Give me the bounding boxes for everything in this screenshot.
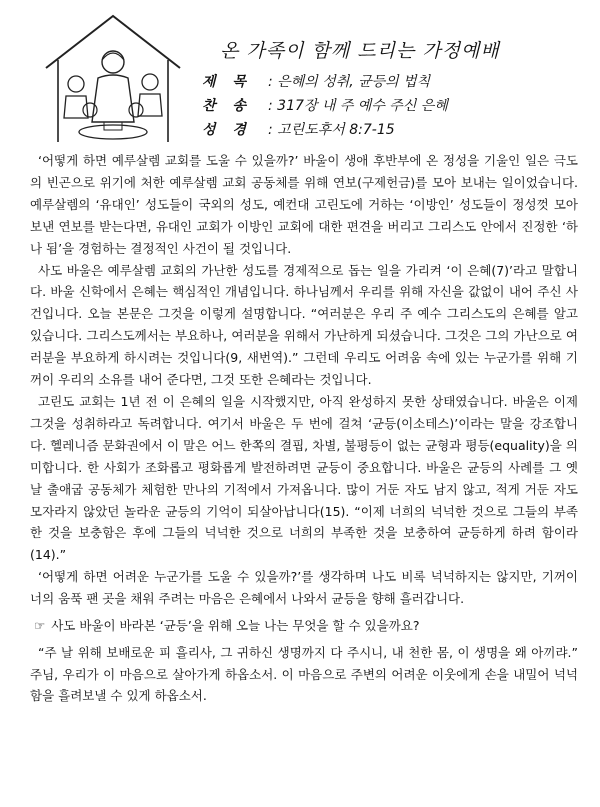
info-label: 성 경 <box>202 122 252 138</box>
reflection-question <box>30 615 578 636</box>
pointing-hand-icon: ☞ <box>34 618 46 634</box>
info-label: 제 목 <box>202 74 252 90</box>
service-info <box>202 70 448 142</box>
paragraph: ‘어떻게 하면 예루살렘 교회를 도울 수 있을까?’ 바울이 생애 후반부에 온 정성을 기울인 일은 극도의 빈곤으로 위기에 처한 예루살렘 교회 공동체를 위해 연보(구제헌금)를 모아 보내는 일이었습니다. 예루살렘의 ‘유대인’ 성도들이 국외의 성도, 예컨대 고린도에 거하는 ‘이방인’ 성도들이 정성껏 모아 보낸 연보를 받는다면, 유대인 교회가 이방인 교회에 대한 편견을 버리고 그리스도 안에서 진정한 ‘하나 됨’을 경험하는 결정적인 사건이 될 것입니다. <box>30 153 578 256</box>
paragraph: 사도 바울은 예루살렘 교회의 가난한 성도를 경제적으로 돕는 일을 가리켜 ‘이 은혜(7)’라고 말합니다. 바울 신학에서 은혜는 핵심적인 개념입니다. 하나님께서 우리를 위해 자신을 값없이 내어 주신 사건입니다. 오늘 본문은 그것을 이렇게 설명합니다. “여러분은 우리 주 예수 그리스도의 은혜를 알고 있습니다. 그리스도께서는 부요하나, 여러분을 위해서 가난하게 되셨습니다. 그것은 그의 가난으로 여러분을 부요하게 하시려는 것입니다(9, 새번역).” 그런데 우리도 어려움 속에 있는 누군가를 위해 기꺼이 우리의 소유를 내어 준다면, 그것 또한 은혜라는 것입니다. <box>30 262 578 388</box>
info-row-hymn <box>202 94 448 118</box>
question-text: 사도 바울이 바라본 ‘균등’을 위해 오늘 나는 무엇을 할 수 있을까요? <box>51 618 420 634</box>
info-value: : 은혜의 성취, 균등의 법칙 <box>268 74 431 90</box>
info-label: 찬 송 <box>202 98 252 114</box>
info-row-title <box>202 70 448 94</box>
family-worship-illustration-icon <box>38 10 188 150</box>
paragraph: ‘어떻게 하면 어려운 누군가를 도울 수 있을까?’를 생각하며 나도 비록 넉넉하지는 않지만, 기꺼이 너의 움푹 팬 곳을 채워 주려는 마음은 은혜에서 나와서 균등을 향해 흘러갑니다. <box>30 569 578 607</box>
page-title: 온 가족이 함께 드리는 가정예배 <box>220 40 500 62</box>
info-value: : 고린도후서 8:7-15 <box>268 122 395 138</box>
paragraph: 고린도 교회는 1년 전 이 은혜의 일을 시작했지만, 아직 완성하지 못한 상태였습니다. 바울은 이제 그것을 성취하라고 독려합니다. 여기서 바울은 두 번에 걸쳐 ‘균등(이소테스)’이라는 말을 강조합니다. 헬레니즘 문화권에서 이 말은 어느 한쪽의 결핍, 차별, 불평등이 없는 균형과 평등(equality)을 의미합니다. 한 사회가 조화롭고 평화롭게 발전하려면 균등이 중요합니다. 바울은 균등의 사례를 그 옛날 출애굽 공동체가 체험한 만나의 기적에서 가져옵니다. 많이 거둔 자도 남지 않고, 적게 거둔 자도 모자라지 않았던 놀라운 균등의 기억이 되살아납니다(15). “이제 너희의 넉넉한 것으로 그들의 부족한 것을 보충함은 후에 그들의 넉넉한 것으로 너희의 부족한 것을 보충하여 균등하게 하려 함이라(14).” <box>30 393 578 563</box>
sermon-body <box>30 150 578 610</box>
info-row-scripture <box>202 118 448 142</box>
header <box>30 0 578 150</box>
info-value: : 317장 내 주 예수 주신 은혜 <box>268 98 448 114</box>
closing-prayer: “주 날 위해 보배로운 피 흘리사, 그 귀하신 생명까지 다 주시니, 내 천한 몸, 이 생명을 왜 아끼랴.” 주님, 우리가 이 마음으로 살아가게 하옵소서. 이 마음으로 주변의 어려운 이웃에게 손을 내밀어 넉넉함을 흘려보낼 수 있게 하옵소서. <box>30 645 578 704</box>
